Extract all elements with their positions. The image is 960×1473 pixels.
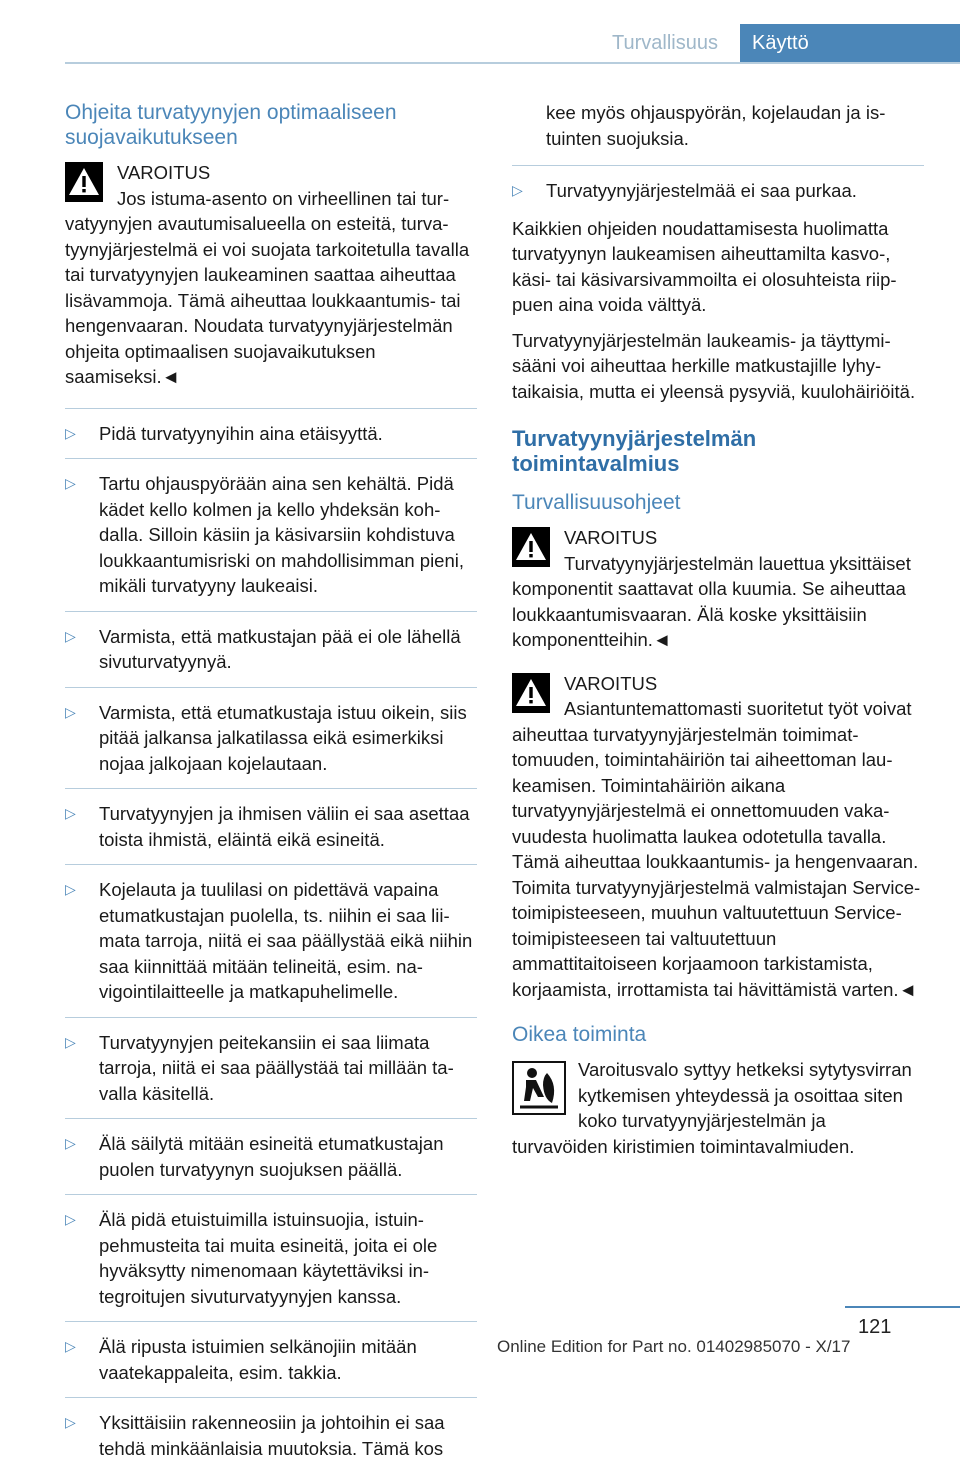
- warning-title: VAROITUS: [564, 527, 658, 548]
- chapter-tab: Käyttö: [740, 24, 960, 62]
- separator: [65, 1194, 477, 1195]
- list-item: ▷ Älä pidä etuistuimilla istuinsuojia, istuinpehmusteita tai muita esineitä, joita ei ole hyväksytty nimenomaan käytettäviksi integroitujen sivuturvatyynyjen kanssa.: [65, 1209, 438, 1307]
- warning-block: [512, 525, 924, 653]
- heading-airbag-readiness: Turvatyynyjärjestelmän toimintavalmius: [512, 426, 757, 476]
- bullet-triangle-icon: ▷: [65, 1135, 76, 1151]
- separator: [65, 788, 477, 789]
- edition-text: Online Edition for Part no. 01402985070 - X/17: [497, 1337, 851, 1356]
- separator: [65, 687, 477, 688]
- function-text: Varoitusvalo syttyy hetkeksi sytytysvirran kytkemisen yhteydessä ja osoittaa siten koko turvatyynyjärjestelmän ja turvavöiden kiristimien toimintavalmiuden.: [512, 1059, 912, 1157]
- heading-correct-function: Oikea toiminta: [512, 1023, 647, 1046]
- separator: [65, 1321, 477, 1322]
- warning-block: [65, 160, 477, 390]
- page-number: 121: [858, 1316, 892, 1338]
- bullet-triangle-icon: ▷: [65, 1211, 76, 1227]
- bullet-triangle-icon: ▷: [65, 1033, 76, 1050]
- list-item: ▷ Turvatyynyjärjestelmää ei saa purkaa.: [512, 178, 924, 204]
- warning-title: VAROITUS: [117, 162, 211, 183]
- section-heading-optimal-protection: Ohjeita turvatyynyjen optimaaliseen suojavaikutukseen: [65, 101, 397, 149]
- warning-text: Jos istuma-asento on virheellinen tai turvatyynyjen avautumisalueella on esteitä, turvatyynyjärjestelmä ei voi suojata tarkoitetulla tavalla tai turvatyynyjen laukeaminen saattaa aiheuttaa lisävammoja. Tämä aiheuttaa loukkaantumis- tai hengenvaaran. Noudata turvatyynyjärjestelmän ohjeita optimaalisen suojavaikutuksen saamiseksi.◄: [65, 187, 470, 387]
- left-column: [65, 100, 477, 1473]
- list-item: ▷ Turvatyynyjen ja ihmisen väliin ei saa asettaa toista ihmistä, eläintä eikä esineitä.: [65, 803, 470, 850]
- bullet-triangle-icon: ▷: [65, 703, 76, 720]
- paragraph: Turvatyynyjärjestelmän laukeamis- ja täyttymisääni voi aiheuttaa herkille matkustajille lyhytaikaisia, mutta ei yleensä pysyviä, kuulohäiriöitä.: [512, 329, 916, 402]
- bullet-triangle-icon: ▷: [65, 475, 76, 491]
- footer-rule: [845, 1306, 960, 1308]
- separator: [512, 165, 924, 166]
- list-item-continuation: kee myös ohjauspyörän, kojelaudan ja istuinten suojuksia.: [546, 102, 886, 149]
- section-tab: Turvallisuus: [612, 32, 718, 54]
- bullet-triangle-icon: ▷: [65, 424, 76, 441]
- separator: [65, 611, 477, 612]
- separator: [65, 1017, 477, 1018]
- bullet-triangle-icon: ▷: [65, 627, 76, 644]
- separator: [65, 864, 477, 865]
- bullet-triangle-icon: ▷: [65, 1338, 76, 1354]
- list-item: ▷ Tartu ohjauspyörään aina sen kehältä. Pidä kädet kello kolmen ja kello yhdeksän kohdalla. Silloin käsiin ja käsivarsiin kohdistuva loukkaantumisriski on mahdollisimman pieni, mikäli turvatyyny laukeaisi.: [65, 473, 465, 596]
- separator: [65, 1118, 477, 1119]
- warning-triangle-icon: [512, 673, 550, 713]
- right-column: [512, 100, 924, 1159]
- page-header: [0, 24, 960, 64]
- list-item: ▷ Turvatyynyjen peitekansiin ei saa liimata tarroja, niitä ei saa päällystää tai millään tavalla käsitellä.: [65, 1031, 454, 1104]
- list-item: ▷ Pidä turvatyynyihin aina etäisyyttä.: [65, 421, 477, 447]
- warning-text: Turvatyynyjärjestelmän lauettua yksittäiset komponentit saattavat olla kuumia. Se aiheuttaa loukkaantumisvaaran. Älä koske yksittäisiin komponentteihin.◄: [512, 552, 911, 650]
- warning-title: VAROITUS: [564, 672, 658, 694]
- airbag-warning-light-icon: [512, 1061, 566, 1115]
- list-item: ▷ Yksittäisiin rakenneosiin ja johtoihin ei saa tehdä minkäänlaisia muutoksia. Tämä kos: [65, 1412, 445, 1459]
- bullet-triangle-icon: ▷: [512, 182, 523, 198]
- bullet-triangle-icon: ▷: [65, 1414, 76, 1430]
- list-item: ▷ Varmista, että etumatkustaja istuu oikein, siis pitää jalkansa jalkatilassa eikä esimerkiksi nojaa jalkojaan kojelautaan.: [65, 701, 467, 774]
- warning-block: [512, 671, 924, 1003]
- warning-triangle-icon: [65, 162, 103, 202]
- bullet-triangle-icon: ▷: [65, 881, 76, 897]
- list-item: ▷ Älä ripusta istuimien selkänojiin mitään vaatekappaleita, esim. takkia.: [65, 1336, 417, 1383]
- paragraph: Kaikkien ohjeiden noudattamisesta huolimatta turvatyynyn laukeamisen aiheuttamilta kasvo-, käsi- tai käsivarsivammoilta ei olosuhteista riippuen aina voida välttyä.: [512, 217, 897, 315]
- list-item: ▷ Varmista, että matkustajan pää ei ole lähellä sivuturvatyynyä.: [65, 625, 461, 672]
- heading-safety-notes: Turvallisuusohjeet: [512, 491, 681, 514]
- header-rule: [65, 62, 960, 64]
- warning-text: Asiantuntemattomasti suoritetut työt voivat aiheuttaa turvatyynyjärjestelmän toimimattomuuden, toimintahäiriön tai aiheettoman laukeamisen. Toimintahäiriön aikana turvatyynyjärjestelmä ei onnettomuuden vakavuudesta huolimatta laukea odotetulla tavalla. Tämä aiheuttaa loukkaantumis- ja hengenvaaran. Toimita turvatyynyjärjestelmä valmistajan Service-toimipisteeseen, muuhun valtuutettuun Service-toimipisteeseen tai valtuutettuun ammattitaitoiseen korjaamoon tarkistamista, korjaamista, irrottamista tai hävittämistä varten.◄: [512, 698, 921, 1000]
- separator: [65, 408, 477, 409]
- warning-triangle-icon: [512, 527, 550, 567]
- separator: [65, 1397, 477, 1398]
- separator: [65, 458, 477, 459]
- function-block: [512, 1057, 924, 1159]
- list-item: ▷ Kojelauta ja tuulilasi on pidettävä vapaina etumatkustajan puolella, ts. niihin ei saa liimata tarroja, niitä ei saa päällystää eikä niihin saa kiinnittää mitään telineitä, esim. navigointilaitteelle ja matkapuhelimelle.: [65, 879, 473, 1002]
- list-item: ▷ Älä säilytä mitään esineitä etumatkustajan puolen turvatyynyn suojuksen päällä.: [65, 1133, 444, 1180]
- bullet-triangle-icon: ▷: [65, 805, 76, 821]
